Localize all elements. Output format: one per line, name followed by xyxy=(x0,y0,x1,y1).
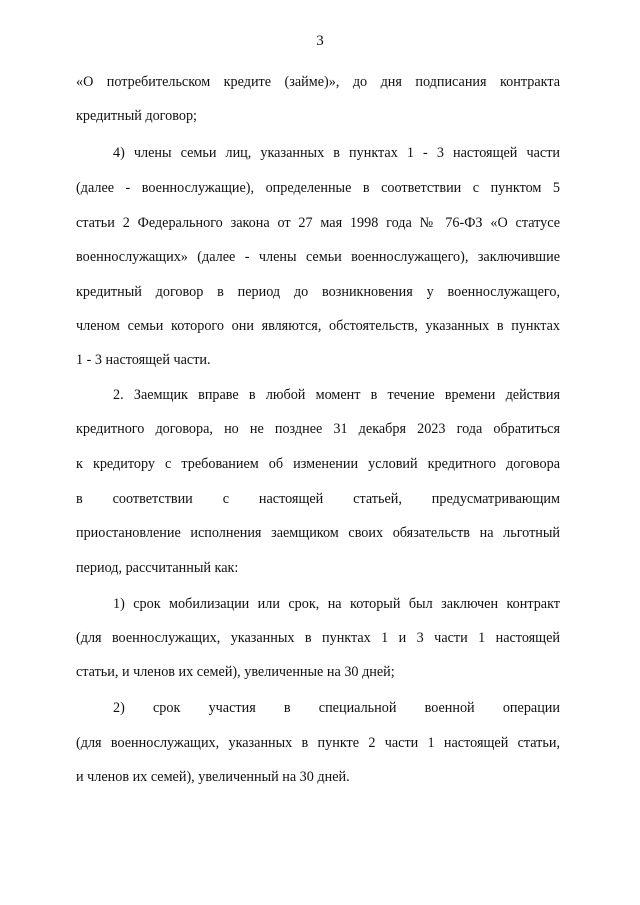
text-line: 4) члены семьи лиц, указанных в пунктах 1 - 3 настоящей части xyxy=(113,145,560,161)
text-line: (для военнослужащих, указанных в пункте 2 части 1 настоящей статьи, xyxy=(76,735,560,751)
text-line: приостановление исполнения заемщиком своих обязательств на льготный xyxy=(76,525,560,541)
page-number: 3 xyxy=(316,33,324,49)
text-line: статьи, и членов их семей), увеличенные на 30 дней; xyxy=(76,664,395,680)
text-line: кредитный договор; xyxy=(76,108,197,124)
text-line: 2) срок участия в специальной военной операции xyxy=(113,700,560,716)
text-line: 1) срок мобилизации или срок, на который был заключен контракт xyxy=(113,596,560,612)
text-line: членом семьи которого они являются, обстоятельств, указанных в пунктах xyxy=(76,318,560,334)
text-line: статьи 2 Федерального закона от 27 мая 1998 года № 76-ФЗ «О статусе xyxy=(76,215,560,231)
text-line: кредитный договор в период до возникновения у военнослужащего, xyxy=(76,284,560,300)
text-line: и членов их семей), увеличенный на 30 дней. xyxy=(76,769,350,785)
text-line: 2. Заемщик вправе в любой момент в течение времени действия xyxy=(113,387,560,403)
text-line: (далее - военнослужащие), определенные в соответствии с пунктом 5 xyxy=(76,180,560,196)
text-line: в соответствии с настоящей статьей, предусматривающим xyxy=(76,491,560,507)
text-line: период, рассчитанный как: xyxy=(76,560,239,576)
text-line: (для военнослужащих, указанных в пунктах 1 и 3 части 1 настоящей xyxy=(76,630,560,646)
text-line: кредитного договора, но не позднее 31 декабря 2023 года обратиться xyxy=(76,421,560,437)
text-line: к кредитору с требованием об изменении условий кредитного договора xyxy=(76,456,560,472)
text-line: «О потребительском кредите (займе)», до дня подписания контракта xyxy=(76,74,560,90)
text-line: военнослужащих» (далее - члены семьи военнослужащего), заключившие xyxy=(76,249,560,265)
text-line: 1 - 3 настоящей части. xyxy=(76,352,211,368)
